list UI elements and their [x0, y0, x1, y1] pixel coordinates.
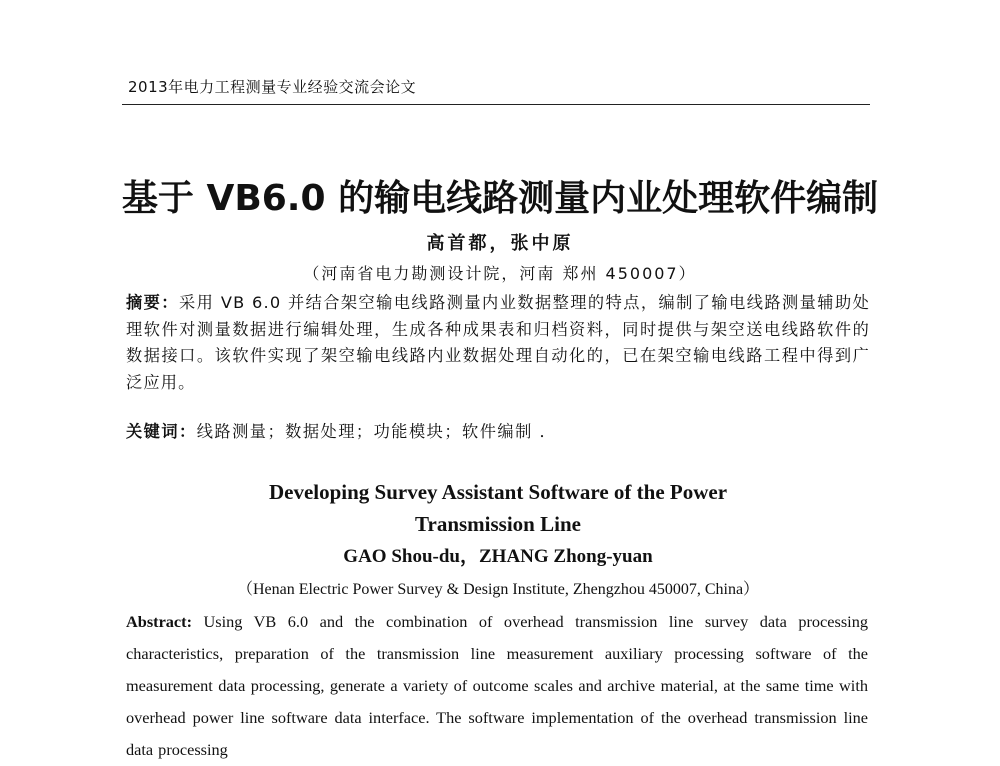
abstract-english: [126, 606, 868, 766]
title-english-line-1: Developing Survey Assistant Software of the Power: [268, 480, 728, 504]
affiliation-english: （Henan Electric Power Survey & Design Institute, Zhengzhou 450007, China）: [236, 581, 760, 598]
title-english-line-2: Transmission Line: [415, 512, 581, 536]
keywords-chinese: [126, 418, 870, 442]
header-rule: [122, 104, 870, 105]
title-english: [0, 476, 996, 540]
title-chinese: 基于 VB6.0 的输电线路测量内业处理软件编制: [121, 178, 879, 219]
abstract-chinese: [126, 290, 870, 396]
authors-english: GAO Shou-du，ZHANG Zhong-yuan: [343, 546, 653, 567]
abstract-english-label: Abstract:: [126, 612, 193, 631]
keywords-chinese-label: 关键词：: [126, 422, 197, 441]
authors-chinese: 高首都，张中原: [426, 233, 574, 254]
abstract-chinese-label: 摘要：: [126, 293, 179, 312]
running-head: 2013年电力工程测量专业经验交流会论文: [128, 78, 417, 96]
abstract-chinese-text: 采用 VB 6.0 并结合架空输电线路测量内业数据整理的特点，编制了输电线路测量辅助处理软件对测量数据进行编辑处理，生成各种成果表和归档资料，同时提供与架空送电线路软件的数据接口。该软件实现了架空输电线路内业数据处理自动化的，已在架空输电线路工程中得到广泛应用。: [126, 293, 870, 392]
affiliation-chinese: （河南省电力勘测设计院，河南 郑州 450007）: [303, 264, 697, 283]
abstract-english-text: Using VB 6.0 and the combination of overhead transmission line survey data processing characteristics, preparation of the transmission line measurement auxiliary processing software of the measurement data processing, generate a variety of outcome scales and archive material, at the same time with overhead power line software data interface. The software implementation of the overhead transmission line data processing: [126, 612, 868, 759]
keywords-chinese-text: 线路测量；数据处理；功能模块；软件编制 ．: [196, 422, 558, 441]
